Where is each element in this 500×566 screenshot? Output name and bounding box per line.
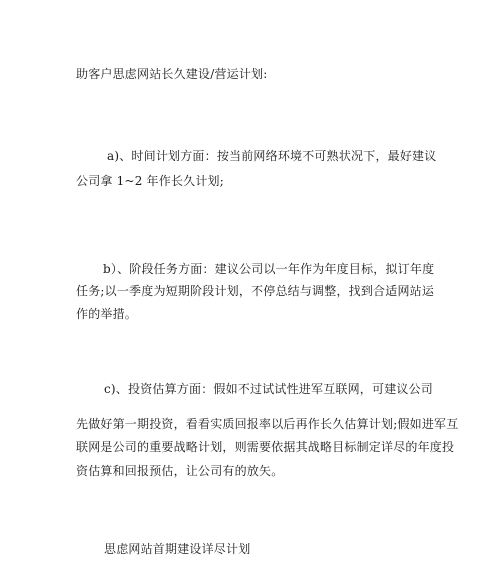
section-c-line-3: 联网是公司的重要战略计划，则需要依据其战略目标制定详尽的年度投 — [76, 440, 455, 454]
section-b-line-3: 作的举措。 — [76, 307, 138, 321]
section-c-line-4: 资估算和回报预估，让公司有的放矢。 — [76, 464, 284, 478]
next-section-heading: 思虑网站首期建设详尽计划 — [104, 542, 251, 556]
section-c-line-2: 先做好第一期投资，看看实质回报率以后再作长久估算计划;假如进军互 — [76, 417, 459, 431]
intro-line: 助客户思虑网站长久建设/营运计划: — [76, 67, 268, 81]
section-c-line-1: c)、投资估算方面：假如不过试试性进军互联网，可建议公司 — [104, 382, 434, 396]
section-a-line-2: 公司拿 1~2 年作长久计划; — [76, 174, 224, 188]
section-b-line-2: 任务;以一季度为短期阶段计划，不停总结与调整，找到合适网站运 — [76, 284, 435, 298]
section-b-line-1: b）、阶段任务方面：建议公司以一年作为年度目标，拟订年度 — [103, 262, 435, 276]
section-a-line-1: a)、时间计划方面：按当前网络环境不可熟状况下，最好建议 — [107, 149, 437, 163]
